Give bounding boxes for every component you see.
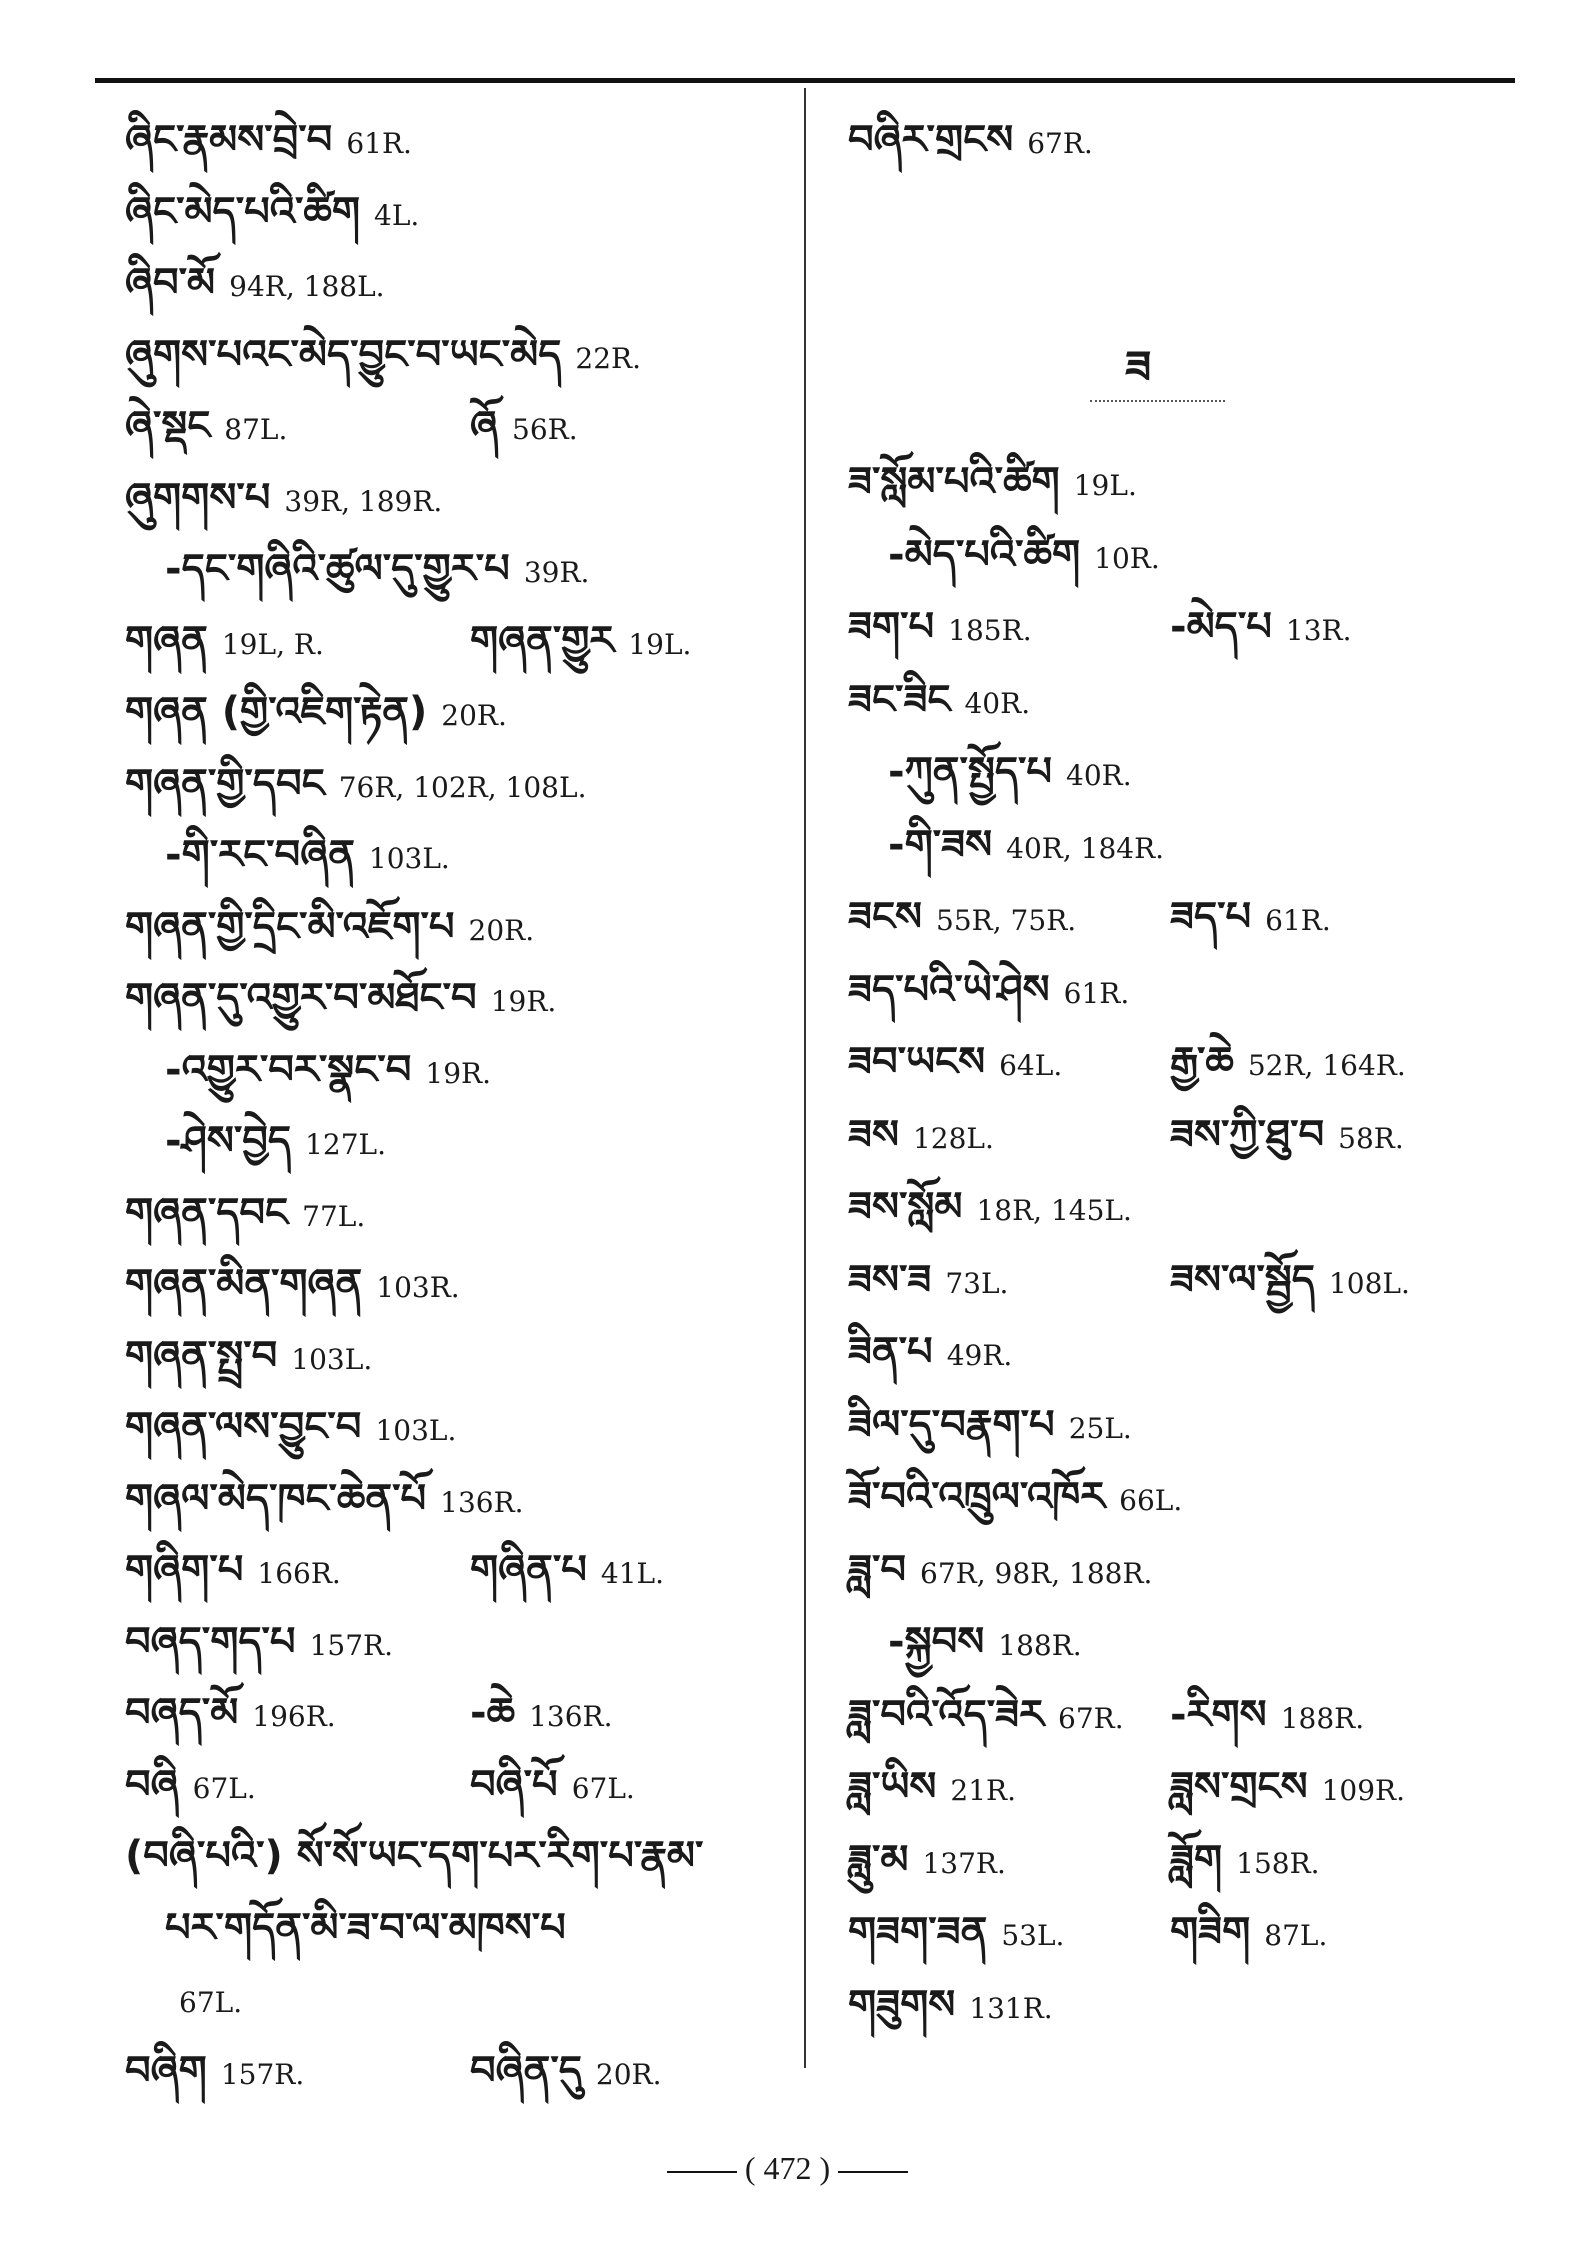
index-entry	[125, 261, 385, 305]
entry-page-ref: 67L.	[192, 1771, 256, 1805]
page-footer	[0, 2150, 1575, 2187]
entry-page-ref: 131R.	[969, 1991, 1053, 2025]
index-entry	[165, 833, 450, 877]
entry-term: (བཞི་པའི་) སོ་སོ་ཡང་དག་པར་རིག་པ་རྣམ་	[125, 1833, 704, 1879]
entry-term: ཟས་ལ་སྦྱོད	[1170, 1256, 1315, 1303]
index-entry	[848, 1475, 1182, 1519]
entry-page-ref: 18R, 145L.	[976, 1194, 1132, 1227]
index-entry	[125, 1477, 524, 1521]
entry-page-ref: 196R.	[252, 1700, 336, 1733]
index-entry	[165, 1906, 566, 1950]
entry-page-ref: 40R.	[1066, 759, 1132, 792]
entry-page-ref: 136R.	[440, 1485, 524, 1519]
entry-page-ref: 109R.	[1321, 1774, 1406, 1807]
index-entry	[125, 2049, 304, 2093]
entry-term: -ཆེ	[470, 1690, 516, 1736]
index-entry	[125, 476, 442, 520]
index-entry	[888, 1620, 1082, 1664]
entry-term: ཟ་སློམ་པའི་ཚིག	[848, 459, 1060, 505]
index-entry	[848, 1983, 1053, 2027]
entry-page-ref: 103R.	[376, 1271, 460, 1304]
entry-term: ཟླུ་མ	[848, 1836, 909, 1883]
entry-page-ref: 19L, R.	[221, 627, 324, 661]
index-entry	[848, 605, 1032, 649]
index-entry-secondary	[1170, 1693, 1364, 1737]
index-entry	[848, 460, 1137, 504]
entry-page-ref: 127L.	[305, 1128, 387, 1161]
entry-term: ཞེ་སྡང	[125, 403, 211, 449]
index-entry	[125, 1763, 256, 1807]
entry-term: བཞི	[125, 1761, 179, 1808]
entry-page-ref: 103L.	[291, 1342, 373, 1376]
index-entry	[125, 1262, 460, 1306]
entry-term: ཞུགས་པའང་མེད་བྱུང་བ་ཡང་མེད	[125, 331, 562, 378]
entry-term: -སྐྱབས	[888, 1619, 985, 1665]
index-entry	[125, 1548, 341, 1592]
index-entry-secondary	[1170, 1040, 1406, 1084]
index-entry	[848, 1765, 1016, 1809]
index-entry	[125, 690, 507, 734]
entry-page-ref: 73L.	[945, 1266, 1009, 1300]
entry-page-ref: 61R.	[346, 127, 412, 160]
index-entry	[888, 823, 1164, 867]
index-entry-secondary	[1170, 1258, 1410, 1302]
entry-page-ref: 188R.	[1280, 1701, 1365, 1735]
entry-page-ref: 56R.	[512, 413, 578, 446]
index-entry	[165, 1977, 242, 2021]
entry-page-ref: 108L.	[1328, 1266, 1410, 1300]
index-entry-secondary	[1170, 1113, 1404, 1157]
entry-page-ref: 21R.	[950, 1774, 1016, 1807]
entry-page-ref: 158R.	[1236, 1846, 1320, 1880]
entry-term: ཟབ་ཡངས	[848, 1039, 986, 1085]
entry-term: ཟློག	[1170, 1836, 1223, 1883]
index-entry-secondary	[470, 1548, 664, 1592]
entry-term: གཞིག་པ	[125, 1547, 244, 1593]
entry-page-ref: 67R.	[1027, 127, 1093, 160]
entry-page-ref: 20R.	[441, 699, 507, 732]
entry-term: གཞིན་པ	[470, 1547, 587, 1593]
index-entry	[888, 533, 1160, 577]
index-entry	[125, 762, 586, 806]
index-entry	[848, 1258, 1008, 1302]
entry-term: ཟད་པ	[1170, 894, 1252, 940]
entry-page-ref: 58R.	[1338, 1121, 1404, 1155]
entry-term: གཟིག	[1170, 1909, 1251, 1955]
entry-term: ཟླ་བ	[848, 1546, 906, 1593]
entry-page-ref: 67R.	[1058, 1701, 1124, 1735]
entry-page-ref: 39R.	[523, 556, 590, 589]
entry-page-ref: 40R, 184R.	[1006, 831, 1165, 865]
entry-term: བཞི་པོ	[470, 1761, 558, 1808]
entry-term: -མེད་པའི་ཚིག	[888, 531, 1081, 578]
index-entry	[125, 1334, 372, 1378]
index-entry	[125, 1405, 456, 1449]
index-entry-secondary	[470, 1691, 613, 1735]
entry-page-ref: 52R, 164R.	[1247, 1049, 1406, 1082]
index-entry	[848, 1330, 1012, 1374]
entry-term: ཞུགགས་པ	[125, 474, 271, 521]
entry-page-ref: 4L.	[374, 198, 420, 232]
entry-term: ཟད་པའི་ཡེ་ཤེས	[848, 966, 1050, 1013]
index-entry	[848, 1403, 1132, 1447]
entry-page-ref: 64L.	[999, 1049, 1063, 1082]
index-entry	[125, 1191, 365, 1235]
entry-page-ref: 67L.	[179, 1986, 243, 2019]
entry-term: ཟིན་པ	[848, 1329, 933, 1375]
entry-page-ref: 49R.	[946, 1339, 1013, 1372]
entry-page-ref: 19L.	[1073, 469, 1137, 502]
index-entry	[165, 547, 589, 591]
entry-term: གཞན་དུ་འགྱུར་བ་མཐོང་བ	[125, 975, 477, 1021]
entry-term: གཞན (གྱི་འཇིག་རྟེན)	[125, 689, 428, 735]
index-entry-secondary	[470, 1763, 635, 1807]
entry-term: -ཀུན་སྤྱོད་པ	[888, 749, 1053, 795]
entry-term: ཟས་ཟ	[848, 1256, 932, 1303]
index-entry-secondary	[470, 2049, 662, 2093]
index-entry	[125, 1834, 703, 1878]
entry-page-ref: 40R.	[964, 686, 1031, 720]
entry-term: གཞལ་མེད་ཁང་ཆེན་པོ	[125, 1475, 427, 1522]
entry-term: བཞིག	[125, 2047, 207, 2094]
entry-term: ཞིང་རྣམས་བྲེ་བ	[125, 117, 333, 163]
index-entry	[125, 333, 641, 377]
entry-page-ref: 87L.	[224, 413, 288, 446]
entry-term: ཟིལ་དུ་བརྣག་པ	[848, 1401, 1055, 1448]
entry-term: ཟོ་བའི་འཁྲུལ་འཁོར	[848, 1474, 1106, 1520]
index-entry	[125, 118, 412, 162]
index-entry	[125, 1691, 336, 1735]
entry-term: བཞིར་གྲངས	[848, 117, 1014, 163]
entry-page-ref: 67L.	[571, 1771, 635, 1805]
entry-page-ref: 19R.	[425, 1056, 491, 1090]
index-entry	[848, 1185, 1132, 1229]
index-entry	[125, 905, 534, 949]
entry-page-ref: 55R, 75R.	[936, 904, 1077, 937]
entry-page-ref: 94R, 188L.	[229, 270, 385, 303]
entry-page-ref: 157R.	[309, 1628, 393, 1662]
index-entry	[165, 1048, 491, 1092]
entry-page-ref: 87L.	[1264, 1919, 1328, 1952]
entry-page-ref: 157R.	[220, 2057, 305, 2091]
entry-term: གཞན	[125, 617, 208, 664]
entry-term: གཞན་དབང	[125, 1189, 289, 1236]
index-entry	[848, 895, 1076, 939]
entry-page-ref: 77L.	[302, 1199, 366, 1233]
entry-page-ref: 61R.	[1063, 976, 1130, 1010]
section-heading: ཟ	[1125, 342, 1152, 393]
index-entry	[125, 190, 419, 234]
index-entry	[125, 619, 324, 663]
entry-page-ref: 19R.	[490, 985, 557, 1018]
entry-page-ref: 103L.	[368, 842, 450, 875]
entry-page-ref: 76R, 102R, 108L.	[338, 770, 587, 804]
index-entry	[848, 1548, 1152, 1592]
index-entry	[848, 118, 1093, 162]
entry-term: ཟག་པ	[848, 604, 935, 650]
index-entry	[888, 750, 1132, 794]
entry-term: གཞན་གྱུར	[470, 617, 615, 664]
entry-page-ref: 185R.	[948, 614, 1032, 647]
entry-term: -ཤེས་བྱེད	[165, 1118, 292, 1164]
entry-term: ཞོ	[470, 403, 498, 449]
entry-page-ref: 41L.	[600, 1557, 665, 1590]
entry-term: -འགྱུར་བར་སྣང་བ	[165, 1046, 412, 1093]
index-entry	[848, 968, 1129, 1012]
entry-page-ref: 67R, 98R, 188R.	[920, 1556, 1153, 1590]
entry-term: ཞིང་མེད་པའི་ཚིག	[125, 188, 360, 235]
entry-term: -གི་ཟས	[888, 821, 993, 868]
entry-page-ref: 137R.	[922, 1846, 1006, 1880]
entry-term: ཟས་སློམ	[848, 1184, 963, 1230]
entry-page-ref: 53L.	[1001, 1919, 1065, 1952]
entry-term: གཞན་མིན་གཞན	[125, 1261, 363, 1307]
entry-term: ཞིབ་མོ	[125, 260, 216, 306]
entry-page-ref: 66L.	[1119, 1484, 1183, 1517]
index-entry	[125, 1620, 393, 1664]
entry-page-ref: 10R.	[1094, 541, 1160, 575]
index-entry	[165, 1119, 386, 1163]
index-entry	[848, 1693, 1124, 1737]
entry-page-ref: 22R.	[575, 341, 642, 375]
entry-term: ཟས	[848, 1111, 899, 1158]
entry-term: -གི་རང་བཞིན	[165, 832, 355, 878]
footer-dash-right	[838, 2171, 908, 2173]
index-entry	[848, 1838, 1006, 1882]
entry-term: -མེད་པ	[1170, 604, 1272, 650]
entry-term: ཟས་ཀྱི་ཐུ་བ	[1170, 1111, 1325, 1158]
entry-term: གཞན་སྤྲ་བ	[125, 1332, 278, 1379]
entry-page-ref: 19L.	[628, 627, 692, 661]
column-divider	[804, 88, 806, 2068]
index-entry-secondary	[470, 619, 691, 663]
entry-term: གཟག་ཟན	[848, 1909, 988, 1955]
entry-term: རྒྱ་ཆེ	[1170, 1039, 1234, 1085]
entry-term: གཞན་གྱི་དབང	[125, 760, 325, 807]
heading-underline	[1090, 390, 1225, 402]
index-entry-secondary	[1170, 1910, 1327, 1954]
entry-term: ཟླས་གྲངས	[1170, 1764, 1308, 1810]
index-entry	[848, 1113, 994, 1157]
index-entry-secondary	[1170, 895, 1331, 939]
index-entry-secondary	[1170, 1838, 1320, 1882]
entry-term: བཞིན་དུ	[470, 2047, 582, 2094]
index-entry	[848, 678, 1030, 722]
entry-term: གཟུགས	[848, 1981, 956, 2028]
entry-page-ref: 20R.	[468, 913, 535, 947]
entry-page-ref: 13R.	[1285, 614, 1352, 647]
entry-page-ref: 103L.	[375, 1414, 457, 1447]
entry-term: གཞན་ལས་བྱུང་བ	[125, 1404, 362, 1450]
index-entry-secondary	[470, 404, 578, 448]
entry-term: ཟླ་ཡིས	[848, 1764, 937, 1810]
index-entry-secondary	[1170, 1765, 1405, 1809]
index-entry	[848, 1040, 1062, 1084]
top-rule	[95, 78, 1515, 83]
footer-dash-left	[667, 2171, 737, 2173]
index-entry	[125, 404, 287, 448]
index-entry-secondary	[1170, 605, 1352, 649]
entry-page-ref: 166R.	[257, 1557, 341, 1590]
entry-term: ཟང་ཟིང	[848, 676, 951, 723]
index-entry	[125, 976, 556, 1020]
entry-term: -དང་གཞིའི་ཚུལ་དུ་གྱུར་པ	[165, 546, 510, 592]
entry-term: -རིགས	[1170, 1691, 1267, 1738]
page-number: ( 472 )	[744, 2150, 831, 2186]
entry-term: ཟངས	[848, 894, 923, 940]
entry-page-ref: 128L.	[912, 1121, 994, 1155]
entry-page-ref: 20R.	[595, 2057, 662, 2091]
entry-term: གཞན་གྱི་དྲིང་མི་འཇོག་པ	[125, 903, 455, 950]
entry-page-ref: 188R.	[998, 1629, 1082, 1662]
entry-page-ref: 39R, 189R.	[284, 484, 443, 518]
entry-page-ref: 61R.	[1265, 904, 1331, 937]
entry-page-ref: 136R.	[529, 1700, 613, 1733]
entry-term: བཞད་གད་པ	[125, 1618, 296, 1665]
entry-term: པར་གདོན་མི་ཟ་བ་ལ་མཁས་པ	[165, 1904, 566, 1951]
entry-term: བཞད་མོ	[125, 1690, 239, 1736]
entry-page-ref: 25L.	[1068, 1411, 1132, 1445]
index-entry	[848, 1910, 1064, 1954]
entry-term: ཟླ་བའི་འོད་ཟེར	[848, 1691, 1045, 1738]
